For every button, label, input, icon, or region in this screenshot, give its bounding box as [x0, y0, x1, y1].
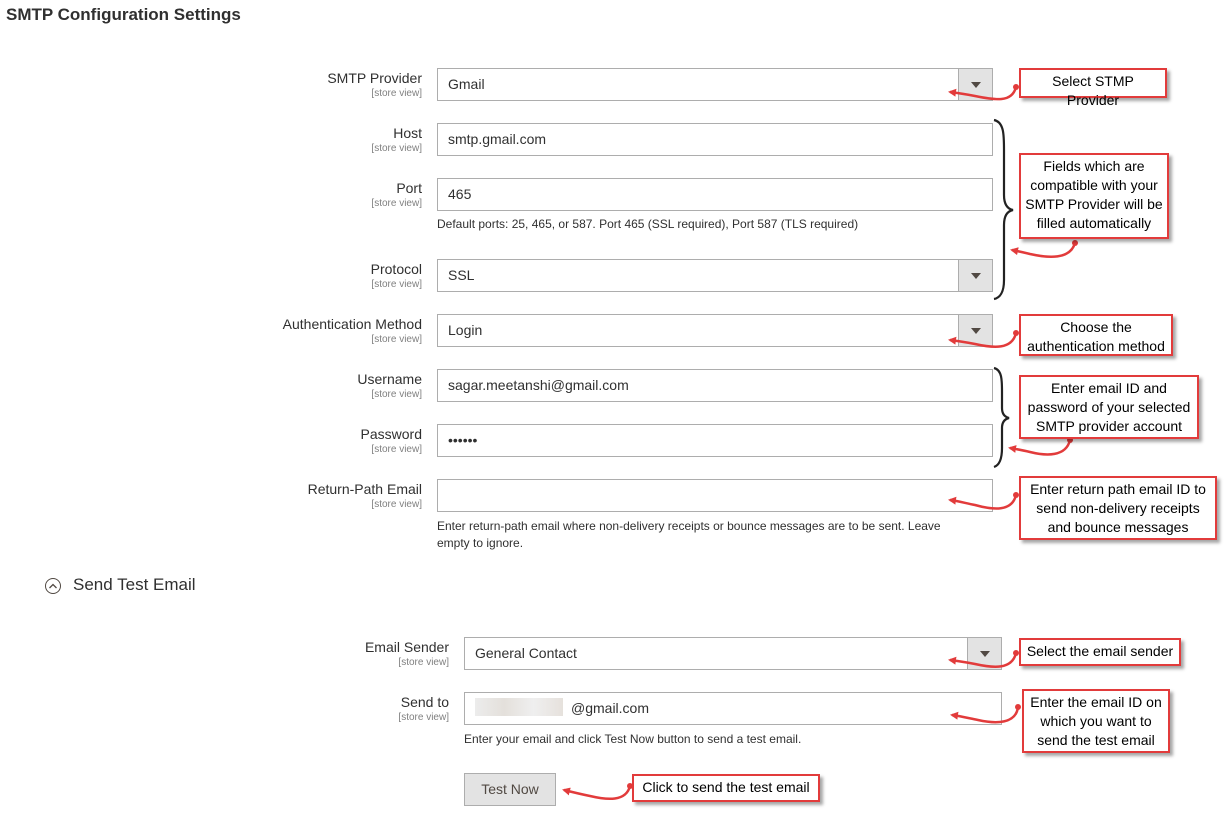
callout-send-to-line: which you want to	[1040, 713, 1152, 729]
port-input[interactable]: 465	[437, 178, 993, 211]
auth-label: Authentication Method	[282, 316, 422, 332]
callout-auto-fill-line: compatible with your	[1030, 177, 1158, 193]
auth-method-value: Login	[448, 322, 483, 338]
callout-auth	[1019, 314, 1173, 356]
host-input[interactable]: smtp.gmail.com	[437, 123, 993, 156]
callout-send-to-line: send the test email	[1037, 732, 1155, 748]
password-label: Password	[360, 426, 422, 442]
return-path-scope: [store view]	[371, 499, 422, 510]
smtp-provider-select[interactable]	[437, 68, 993, 101]
callout-auth-line: authentication method	[1027, 338, 1165, 354]
username-scope: [store view]	[371, 389, 422, 400]
email-sender-label: Email Sender	[364, 639, 449, 655]
provider-label: SMTP Provider	[327, 70, 422, 86]
callout-auto-fill-line: SMTP Provider will be	[1025, 196, 1163, 212]
return-path-label: Return-Path Email	[307, 481, 422, 497]
callout-return-path	[1019, 476, 1217, 540]
port-scope: [store view]	[371, 198, 422, 209]
callout-send-to	[1022, 689, 1170, 753]
callout-return-path-line: Enter return path email ID to	[1030, 481, 1206, 497]
callout-send-to-line: Enter the email ID on	[1030, 694, 1162, 710]
host-scope: [store view]	[371, 143, 422, 154]
callout-provider: Select STMP Provider	[1019, 68, 1167, 98]
callout-auto-fill-line: Fields which are	[1043, 158, 1145, 174]
callout-credentials-line: password of your selected	[1027, 399, 1191, 415]
username-input[interactable]: sagar.meetanshi@gmail.com	[437, 369, 993, 402]
arrow-test-now	[564, 786, 630, 799]
callout-credentials	[1019, 375, 1199, 439]
username-label: Username	[357, 371, 422, 387]
send-to-scope: [store view]	[398, 712, 449, 723]
callout-sender: Select the email sender	[1019, 638, 1181, 666]
callout-credentials-line: SMTP provider account	[1035, 418, 1183, 434]
smtp-provider-value: Gmail	[448, 76, 485, 92]
protocol-scope: [store view]	[371, 279, 422, 290]
protocol-label: Protocol	[370, 261, 422, 277]
brace-auto-fill	[994, 120, 1013, 299]
protocol-select[interactable]	[437, 259, 993, 292]
return-path-note-line1: Enter return-path email where non-delivery receipts or bounce messages are to be sent. Leave	[437, 519, 941, 533]
port-label: Port	[396, 180, 422, 196]
host-label: Host	[393, 125, 422, 141]
protocol-value: SSL	[448, 267, 475, 283]
email-sender-select[interactable]	[464, 637, 1002, 670]
callout-credentials-line: Enter email ID and	[1051, 380, 1167, 396]
brace-credentials	[994, 368, 1009, 467]
chevron-down-icon[interactable]	[958, 315, 992, 346]
callout-auto-fill	[1019, 153, 1169, 239]
provider-scope: [store view]	[371, 88, 422, 99]
callout-auto-fill-line: filled automatically	[1036, 215, 1152, 231]
password-input[interactable]: ••••••	[437, 424, 993, 457]
password-scope: [store view]	[371, 444, 422, 455]
auth-scope: [store view]	[371, 334, 422, 345]
page-title: SMTP Configuration Settings	[6, 5, 241, 24]
return-path-input[interactable]	[437, 479, 993, 512]
return-path-note-line2: empty to ignore.	[437, 536, 524, 550]
collapse-icon[interactable]	[45, 578, 61, 594]
redacted-email-prefix	[475, 698, 563, 716]
callout-return-path-line: send non-delivery receipts	[1036, 500, 1200, 516]
email-sender-scope: [store view]	[398, 657, 449, 668]
test-now-button[interactable]: Test Now	[464, 773, 556, 806]
arrow-auto-fill	[1012, 243, 1075, 257]
send-to-label: Send to	[400, 694, 449, 710]
send-test-email-title[interactable]: Send Test Email	[73, 575, 196, 594]
callout-test-now: Click to send the test email	[632, 774, 820, 802]
chevron-down-icon[interactable]	[958, 69, 992, 100]
port-note: Default ports: 25, 465, or 587. Port 465 (SSL required), Port 587 (TLS required)	[437, 217, 859, 231]
email-sender-value: General Contact	[475, 645, 577, 661]
callout-return-path-line: and bounce messages	[1047, 519, 1189, 535]
send-to-input[interactable]: @gmail.com	[464, 692, 1002, 725]
auth-method-select[interactable]	[437, 314, 993, 347]
send-to-note: Enter your email and click Test Now button to send a test email.	[464, 732, 802, 746]
callout-auth-line: Choose the	[1060, 319, 1132, 335]
chevron-down-icon[interactable]	[958, 260, 992, 291]
arrow-credentials	[1010, 440, 1070, 454]
chevron-down-icon[interactable]	[967, 638, 1001, 669]
